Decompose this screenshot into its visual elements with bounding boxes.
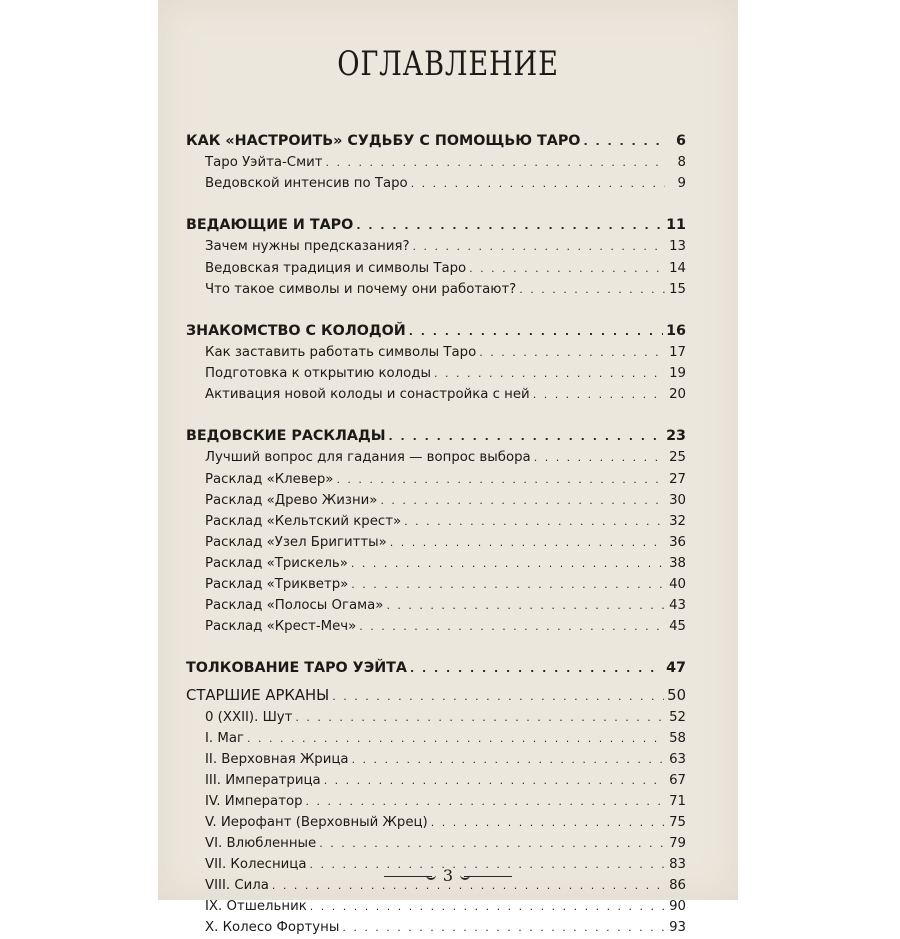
dot-leader xyxy=(356,215,663,236)
toc-entry-text: Активация новой колоды и сонастройка с ней xyxy=(205,387,530,403)
toc-category-text: СТАРШИЕ АРКАНЫ xyxy=(186,687,330,705)
toc-entry-text: Ведовская традиция и символы Таро xyxy=(205,260,467,276)
toc-entry-text: IV. Император xyxy=(205,793,303,809)
toc-page-number: 75 xyxy=(669,815,686,830)
toc-entry[interactable] xyxy=(186,236,686,257)
toc-page-number: 40 xyxy=(669,576,686,592)
toc-page-number: 83 xyxy=(669,857,686,873)
toc-entry[interactable] xyxy=(186,342,686,363)
dot-leader xyxy=(583,131,665,152)
toc-heading-text: ТОЛКОВАНИЕ ТАРО УЭЙТА xyxy=(186,660,407,677)
toc-page-number: 67 xyxy=(669,772,686,788)
toc-section-heading[interactable] xyxy=(186,658,686,679)
page-footer xyxy=(158,866,738,885)
toc-page-number: 11 xyxy=(666,217,686,234)
toc-page-number: 63 xyxy=(669,751,686,767)
toc-entry-text: Расклад «Полосы Огама» xyxy=(205,598,384,614)
toc-entry-text: Лучший вопрос для гадания — вопрос выбора xyxy=(205,450,531,466)
dot-leader xyxy=(410,658,663,679)
section-gap xyxy=(186,405,686,426)
dot-leader xyxy=(434,363,665,384)
dot-leader xyxy=(351,553,665,574)
toc-entry[interactable] xyxy=(186,553,686,574)
toc-category-heading[interactable] xyxy=(186,685,686,706)
toc-page-number: 23 xyxy=(666,428,686,445)
toc-page-number: 90 xyxy=(669,899,686,915)
toc-entry[interactable] xyxy=(186,490,686,511)
toc-page-number: 50 xyxy=(667,687,686,705)
toc-page-number: 43 xyxy=(669,598,686,614)
toc-entry[interactable] xyxy=(186,812,686,833)
dot-leader xyxy=(413,236,665,257)
dot-leader xyxy=(342,917,665,938)
toc-page-number: 32 xyxy=(669,513,686,529)
dot-leader xyxy=(479,342,665,363)
toc-page-number: 8 xyxy=(677,155,686,171)
toc-entry[interactable] xyxy=(186,791,686,812)
toc-page-number: 15 xyxy=(669,281,686,297)
dot-leader xyxy=(352,749,665,770)
toc-heading-text: ВЕДОВСКИЕ РАСКЛАДЫ xyxy=(186,428,386,445)
toc-entry-text: IX. Отшельник xyxy=(205,899,307,915)
dot-leader xyxy=(431,812,665,833)
toc-page-number: 45 xyxy=(669,619,686,635)
dot-leader xyxy=(319,833,665,854)
toc-entry[interactable] xyxy=(186,574,686,595)
dot-leader xyxy=(389,426,664,447)
toc-page-number: 27 xyxy=(669,471,686,487)
toc-entry[interactable] xyxy=(186,707,686,728)
dot-leader xyxy=(336,469,665,490)
toc-entry[interactable] xyxy=(186,770,686,791)
dot-leader xyxy=(386,595,665,616)
toc-entry[interactable] xyxy=(186,447,686,468)
dot-leader xyxy=(359,616,665,637)
toc-page-number: 9 xyxy=(677,176,686,192)
dot-leader xyxy=(519,279,665,300)
dot-leader xyxy=(411,173,665,194)
toc-section-heading[interactable] xyxy=(186,426,686,447)
dot-leader xyxy=(469,258,665,279)
toc-page-number: 16 xyxy=(666,322,686,339)
toc-entry[interactable] xyxy=(186,511,686,532)
toc-entry-text: VI. Влюбленные xyxy=(205,836,317,852)
toc-entry[interactable] xyxy=(186,258,686,279)
toc-entry[interactable] xyxy=(186,532,686,553)
toc-entry-text: Расклад «Древо Жизни» xyxy=(205,492,378,508)
toc-page-number: 19 xyxy=(669,366,686,382)
toc-page-number: 25 xyxy=(669,450,686,466)
toc-entry[interactable] xyxy=(186,616,686,637)
toc-entry-text: 0 (XXII). Шут xyxy=(205,709,293,725)
toc-heading-text: ЗНАКОМСТВО С КОЛОДОЙ xyxy=(186,322,406,339)
toc-entry-text: Расклад «Крест-Меч» xyxy=(205,619,357,635)
toc-entry-text: Ведовской интенсив по Таро xyxy=(205,176,408,192)
toc-entry-text: I. Маг xyxy=(205,730,244,746)
toc-entry-text: Расклад «Трикветр» xyxy=(205,576,349,592)
toc-page-number: 47 xyxy=(666,660,686,677)
dot-leader xyxy=(295,707,665,728)
toc-entry-text: X. Колесо Фортуны xyxy=(205,920,340,936)
dot-leader xyxy=(409,321,663,342)
toc-entry-text: Расклад «Узел Бригитты» xyxy=(205,534,387,550)
toc-heading-text: КАК «НАСТРОИТЬ» СУДЬБУ С ПОМОЩЬЮ ТАРО xyxy=(186,133,581,149)
dot-leader xyxy=(247,728,665,749)
toc-page-number: 36 xyxy=(669,534,686,550)
dot-leader xyxy=(390,532,665,553)
toc-entry-text: Расклад «Кельтский крест» xyxy=(205,513,402,529)
toc-page-number: 93 xyxy=(669,920,686,936)
toc-entry[interactable] xyxy=(186,469,686,490)
toc-entry[interactable] xyxy=(186,833,686,854)
dot-leader xyxy=(326,152,665,173)
toc-page-number: 30 xyxy=(669,492,686,508)
toc-page-number: 86 xyxy=(669,878,686,894)
toc-entry[interactable] xyxy=(186,384,686,405)
toc-page-number: 58 xyxy=(669,730,686,746)
toc-entry-text: Расклад «Трискель» xyxy=(205,555,348,571)
toc-entry-text: Как заставить работать символы Таро xyxy=(205,344,477,360)
toc-entry-text: Что такое символы и почему они работают? xyxy=(205,281,517,297)
toc-page-number: 17 xyxy=(669,344,686,360)
ornament-right-icon xyxy=(464,876,512,877)
toc-section-heading[interactable] xyxy=(186,321,686,342)
book-page xyxy=(158,0,738,936)
toc-entry[interactable] xyxy=(186,917,686,938)
dot-leader xyxy=(332,686,664,707)
section-gap xyxy=(186,194,686,215)
section-gap xyxy=(186,300,686,321)
toc-entry-text: II. Верховная Жрица xyxy=(205,751,349,767)
toc-entry[interactable] xyxy=(186,728,686,749)
toc-section-heading[interactable] xyxy=(186,131,686,152)
toc-entry-text: VIII. Сила xyxy=(205,878,269,894)
ornament-left-icon xyxy=(384,876,432,877)
toc-page-number: 6 xyxy=(676,133,686,149)
toc-section-heading[interactable] xyxy=(186,215,686,236)
toc-entry[interactable] xyxy=(186,363,686,384)
dot-leader xyxy=(380,490,665,511)
dot-leader xyxy=(324,770,665,791)
toc-entry[interactable] xyxy=(186,595,686,616)
toc-page-number: 79 xyxy=(669,836,686,852)
toc-heading-text: ВЕДАЮЩИЕ И ТАРО xyxy=(186,217,354,234)
page-number: 3 xyxy=(442,866,454,885)
toc-entry-text: III. Императрица xyxy=(205,772,321,788)
table-of-contents xyxy=(186,131,686,939)
toc-page-number: 71 xyxy=(669,793,686,809)
dot-leader xyxy=(351,574,665,595)
toc-page-number: 13 xyxy=(669,239,686,255)
toc-entry[interactable] xyxy=(186,749,686,770)
toc-entry-text: V. Иерофант (Верховный Жрец) xyxy=(205,815,428,830)
dot-leader xyxy=(534,447,665,468)
dot-leader xyxy=(404,511,665,532)
section-gap xyxy=(186,637,686,658)
page-title: ОГЛАВЛЕНИЕ xyxy=(337,44,559,84)
toc-entry-text: VII. Колесница xyxy=(205,857,307,873)
dot-leader xyxy=(306,791,665,812)
toc-entry-text: Подготовка к открытию колоды xyxy=(205,366,431,382)
toc-entry[interactable] xyxy=(186,279,686,300)
dot-leader xyxy=(533,384,665,405)
toc-entry[interactable] xyxy=(186,173,686,194)
toc-page-number: 20 xyxy=(669,387,686,403)
toc-entry-text: Зачем нужны предсказания? xyxy=(205,239,410,255)
toc-page-number: 14 xyxy=(669,260,686,276)
toc-page-number: 52 xyxy=(669,709,686,725)
toc-page-number: 38 xyxy=(669,555,686,571)
toc-entry-text: Таро Уэйта-Смит xyxy=(205,155,323,171)
toc-entry-text: Расклад «Клевер» xyxy=(205,471,334,487)
toc-entry[interactable] xyxy=(186,152,686,173)
